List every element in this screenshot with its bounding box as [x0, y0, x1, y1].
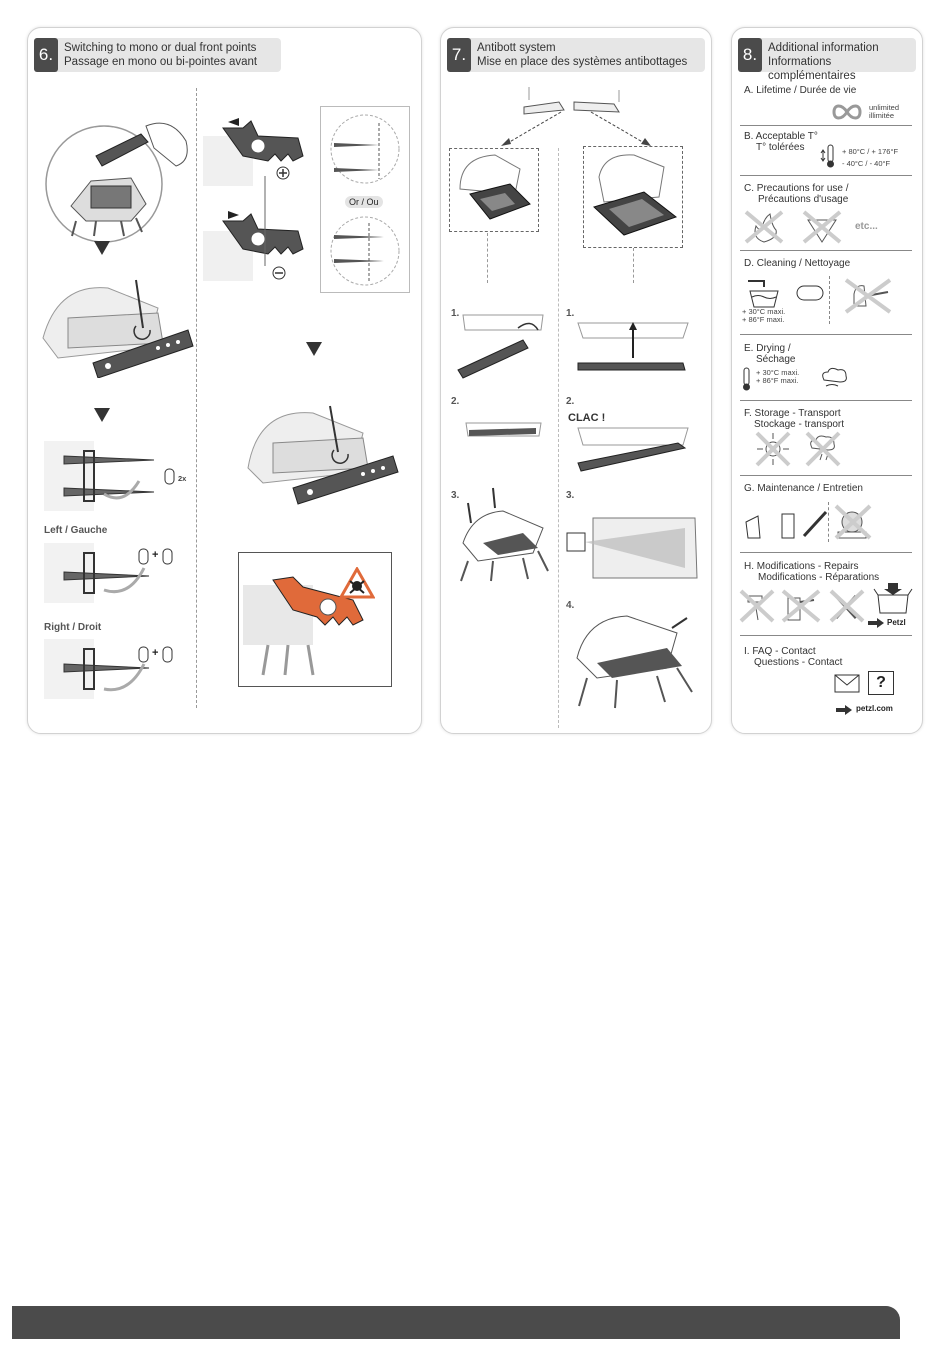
- divider: [740, 475, 912, 476]
- temp-title-fr: T° tolérées: [756, 142, 805, 153]
- maintenance-title: G. Maintenance / Entretien: [744, 483, 863, 494]
- detail-box: [320, 106, 410, 293]
- section-header: [447, 38, 705, 72]
- title-line-en: Additional information: [768, 42, 879, 54]
- spacer-icon: [138, 548, 150, 566]
- spacer-icon: [138, 646, 150, 664]
- section-number: 7.: [447, 38, 471, 72]
- crampon-bolt-illustration-2: [238, 388, 408, 508]
- warning-box: [238, 552, 392, 687]
- right-mono-illustration: [44, 634, 164, 704]
- or-label: Or / Ou: [345, 196, 383, 208]
- fire-forbidden-icon: [742, 208, 786, 246]
- return-box-icon: [872, 581, 914, 615]
- panel-additional-info: [731, 27, 923, 734]
- left-step2-illustration: [461, 418, 546, 458]
- question-icon: ?: [876, 674, 886, 691]
- right-step3-illustration: [565, 508, 703, 588]
- left-label: Left / Gauche: [44, 525, 108, 536]
- section-header: [34, 38, 281, 72]
- cleaning-temp: [742, 308, 785, 324]
- temp-low: - 40°C / - 40°F: [842, 159, 891, 168]
- grinder-forbidden-icon: [832, 502, 874, 542]
- arrow-down-icon: [94, 241, 110, 255]
- temp-title: [744, 131, 818, 153]
- maintenance-divider: [828, 502, 829, 542]
- divider: [740, 635, 912, 636]
- drying-max-f: + 86°F maxi.: [756, 376, 799, 385]
- connector-left: [487, 233, 488, 283]
- cleaning-max-c: + 30°C maxi.: [742, 307, 786, 316]
- modifications-title: [744, 561, 879, 583]
- lifetime-en: unlimited: [869, 103, 900, 112]
- hammer-forbidden-icon: [738, 588, 776, 624]
- right-label: Right / Droit: [44, 622, 102, 633]
- cleaning-divider: [829, 276, 830, 324]
- title-line-en: Switching to mono or dual front points: [64, 42, 257, 54]
- arrow-right-icon: [836, 705, 852, 715]
- divider: [740, 334, 912, 335]
- maintenance-tools-icon: [742, 502, 832, 542]
- arrow-right-icon: [868, 618, 884, 628]
- drying-max-c: + 30°C maxi.: [756, 368, 800, 377]
- drying-title-en: E. Drying /: [744, 343, 791, 354]
- plus-sign: +: [152, 647, 159, 659]
- step-left-1: 1.: [451, 308, 460, 319]
- torch-forbidden-icon: [780, 588, 822, 624]
- step-right-4: 4.: [566, 600, 575, 611]
- panel-switching-front-points: [27, 27, 422, 734]
- precautions-title: [744, 183, 849, 205]
- lifetime-title: A. Lifetime / Durée de vie: [744, 85, 857, 96]
- arrow-down-icon: [306, 342, 322, 356]
- storage-title-fr: Stockage - transport: [754, 419, 845, 430]
- title-line-fr: Mise en place des systèmes antibottages: [477, 56, 688, 68]
- cleaning-title: D. Cleaning / Nettoyage: [744, 258, 851, 269]
- right-step4-illustration: [567, 608, 702, 713]
- title-line-fr: Informations complémentaires: [768, 56, 856, 82]
- step-left-2: 2.: [451, 396, 460, 407]
- modifications-title-en: H. Modifications - Repairs: [744, 561, 859, 572]
- divider: [740, 250, 912, 251]
- sun-forbidden-icon: [754, 430, 792, 468]
- crampon-bolt-illustration: [38, 268, 203, 378]
- modifications-title-fr: Modifications - Réparations: [758, 572, 880, 583]
- left-step1-illustration: [453, 310, 548, 380]
- drying-temp: [756, 369, 799, 385]
- storage-title: [744, 408, 844, 430]
- dual-points-illustration: [44, 436, 164, 516]
- right-step1-illustration: [573, 318, 698, 388]
- connector-right: [633, 248, 634, 283]
- precautions-title-fr: Précautions d'usage: [758, 194, 849, 205]
- drying-title-fr: Séchage: [756, 354, 796, 365]
- water-wash-icon: [744, 275, 784, 309]
- panel-antibott: [440, 27, 712, 734]
- detail-box-right: [583, 146, 683, 248]
- antibott-plate-illustration: [584, 147, 680, 245]
- faq-title: [744, 646, 842, 668]
- section-title: [477, 41, 687, 69]
- front-point-adjust-illustration: [203, 116, 313, 286]
- faq-title-en: I. FAQ - Contact: [744, 646, 816, 657]
- antibott-mount-illustration: [450, 149, 536, 229]
- air-dry-icon: [818, 366, 850, 390]
- step-left-3: 3.: [451, 490, 460, 501]
- lifetime-fr: illimitée: [869, 111, 895, 120]
- website-link[interactable]: petzl.com: [856, 704, 893, 713]
- temp-title-en: B. Acceptable T°: [744, 131, 818, 142]
- crampon-hand-illustration: [36, 86, 201, 246]
- plus-sign: +: [152, 549, 159, 561]
- step-right-3: 3.: [566, 490, 575, 501]
- step-right-2: 2.: [566, 396, 575, 407]
- arrow-down-icon: [94, 408, 110, 422]
- rain-forbidden-icon: [804, 430, 842, 468]
- detail-circle-bottom: [329, 215, 401, 287]
- split-arrows: [491, 108, 661, 148]
- section-title: [64, 41, 257, 69]
- section-title: [768, 41, 916, 83]
- thermometer-icon: [740, 366, 754, 392]
- temp-high: + 80°C / + 176°F: [842, 147, 899, 156]
- spacer-icon: [162, 548, 174, 566]
- faq-title-fr: Questions - Contact: [754, 657, 843, 668]
- temp-range: [842, 146, 898, 170]
- sharp-edge-forbidden-icon: [800, 208, 844, 246]
- precautions-title-en: C. Precautions for use /: [744, 183, 849, 194]
- footer-bar: [12, 1306, 900, 1339]
- thermometer-icon: [820, 143, 840, 169]
- spacer-icon: [164, 468, 176, 486]
- divider: [740, 125, 912, 126]
- danger-icon: [339, 567, 375, 599]
- count-2x: 2x: [178, 474, 187, 483]
- spacer-icon: [162, 646, 174, 664]
- lifetime-value: [869, 104, 899, 120]
- envelope-icon: [834, 674, 860, 694]
- title-line-en: Antibott system: [477, 42, 556, 54]
- left-step3-illustration: [453, 483, 553, 583]
- drying-title: [744, 343, 795, 365]
- plus-circle-icon: [276, 166, 290, 180]
- brand-label: Petzl: [887, 618, 906, 627]
- question-box: [868, 671, 894, 695]
- infinity-icon: [832, 104, 862, 120]
- pressure-washer-forbidden-icon: [840, 276, 902, 316]
- detail-box-left: [449, 148, 539, 232]
- clac-label: CLAC !: [568, 412, 606, 424]
- right-step2-illustration: [573, 423, 698, 478]
- section-header: [738, 38, 916, 82]
- section-number: 6.: [34, 38, 58, 72]
- tools-forbidden-icon: [828, 588, 866, 624]
- etc-label: etc...: [855, 221, 878, 232]
- section-number: 8.: [738, 38, 762, 72]
- column-divider: [558, 148, 559, 728]
- storage-title-en: F. Storage - Transport: [744, 408, 841, 419]
- cleaning-max-f: + 86°F maxi.: [742, 315, 785, 324]
- step-right-1: 1.: [566, 308, 575, 319]
- divider: [740, 552, 912, 553]
- sponge-icon: [795, 284, 825, 302]
- minus-circle-icon: [272, 266, 286, 280]
- title-line-fr: Passage en mono ou bi-pointes avant: [64, 56, 258, 68]
- divider: [740, 175, 912, 176]
- detail-circle-top: [329, 113, 401, 185]
- divider: [740, 400, 912, 401]
